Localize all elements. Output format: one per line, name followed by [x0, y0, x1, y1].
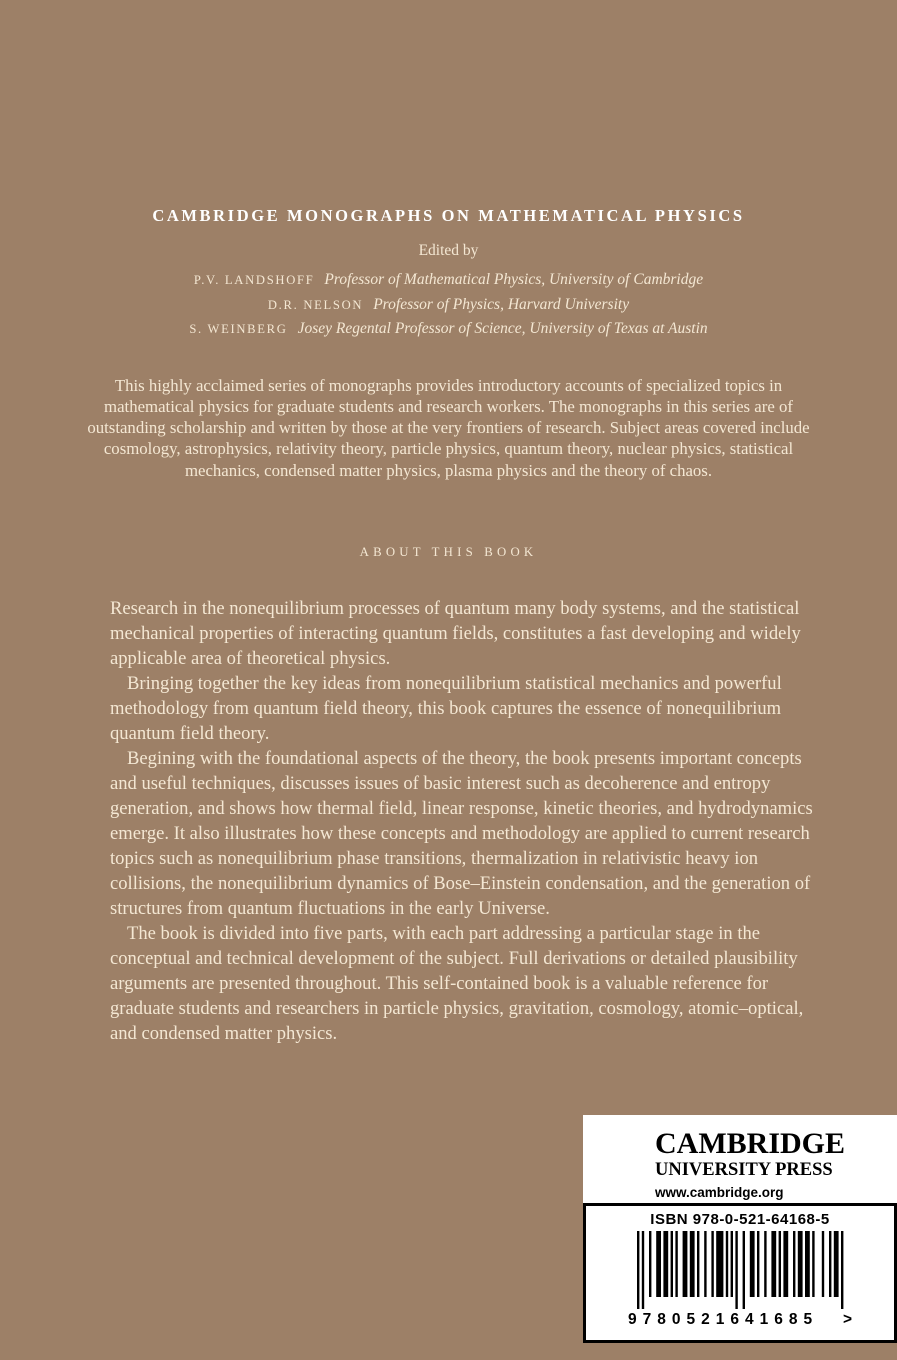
- edited-by-label: Edited by: [418, 242, 479, 259]
- isbn-label: ISBN 978-0-521-64168-5: [650, 1211, 830, 1228]
- barcode-number: 9780521641685: [628, 1311, 819, 1328]
- editor-title: Professor of Physics, Harvard University: [373, 295, 630, 313]
- series-title: CAMBRIDGE MONOGRAPHS ON MATHEMATICAL PHYSICS: [152, 206, 745, 225]
- about-paragraph: Bringing together the key ideas from nonequilibrium statistical mechanics and powerful methodology from quantum field theory, this book captures the essence of nonequilibrium quantum field theory.: [110, 672, 782, 744]
- editor-name: D.R. NELSON: [267, 297, 364, 312]
- about-body: [110, 596, 818, 1046]
- editor-title: Professor of Mathematical Physics, University of Cambridge: [324, 271, 704, 288]
- barcode-digits-row: [628, 1311, 852, 1329]
- editor-name: S. WEINBERG: [189, 322, 288, 336]
- publisher-panel: [583, 1115, 897, 1343]
- barcode-arrow: >: [842, 1311, 852, 1328]
- about-paragraph: The book is divided into five parts, with each part addressing a particular stage in the conceptual and technical development of the subject. Full derivations or detailed plausibility arguments are presented throughout. This self-contained book is a valuable reference for graduate students and researchers in particle physics, gravitation, cosmology, atomic–optical, and condensed matter physics.: [110, 922, 804, 1044]
- publisher-name-line2: UNIVERSITY PRESS: [655, 1160, 833, 1180]
- editor-name: P.V. LANDSHOFF: [193, 273, 315, 287]
- series-description: This highly acclaimed series of monographs provides introductory accounts of specialized topics in mathematical physics for graduate students and research workers. The monographs in this series are of outstanding scholarship and written by those at the very frontiers of research. Subject areas covered include cosmology, astrophysics, relativity theory, particle physics, quantum theory, nuclear physics, statistical mechanics, condensed matter physics, plasma physics and the theory of chaos.: [87, 375, 810, 480]
- about-heading: ABOUT THIS BOOK: [359, 544, 538, 559]
- publisher-name-line1: CAMBRIDGE: [655, 1127, 846, 1160]
- editor-title: Josey Regental Professor of Science, University of Texas at Austin: [297, 320, 708, 337]
- editors-list: [0, 268, 897, 342]
- publisher-website: www.cambridge.org: [655, 1185, 784, 1200]
- editor-line: [0, 293, 897, 318]
- barcode-box: [583, 1203, 897, 1343]
- editor-line: [0, 317, 897, 342]
- about-paragraph: Research in the nonequilibrium processes of quantum many body systems, and the statistical mechanical properties of interacting quantum fields, constitutes a fast developing and widely applicable area of theoretical physics.: [110, 597, 801, 669]
- editor-line: [0, 268, 897, 293]
- about-paragraph: Begining with the foundational aspects of the theory, the book presents important concepts and useful techniques, discusses issues of basic interest such as decoherence and entropy generation, and shows how thermal field, linear response, kinetic theories, and hydrodynamics emerge. It also illustrates how these concepts and methodology are applied to current research topics such as nonequilibrium phase transitions, thermalization in relativistic heavy ion collisions, the nonequilibrium dynamics of Bose–Einstein condensation, and the generation of structures from quantum fluctuations in the early Universe.: [110, 747, 813, 919]
- barcode-svg: [632, 1231, 848, 1311]
- cambridge-logo: [583, 1115, 897, 1201]
